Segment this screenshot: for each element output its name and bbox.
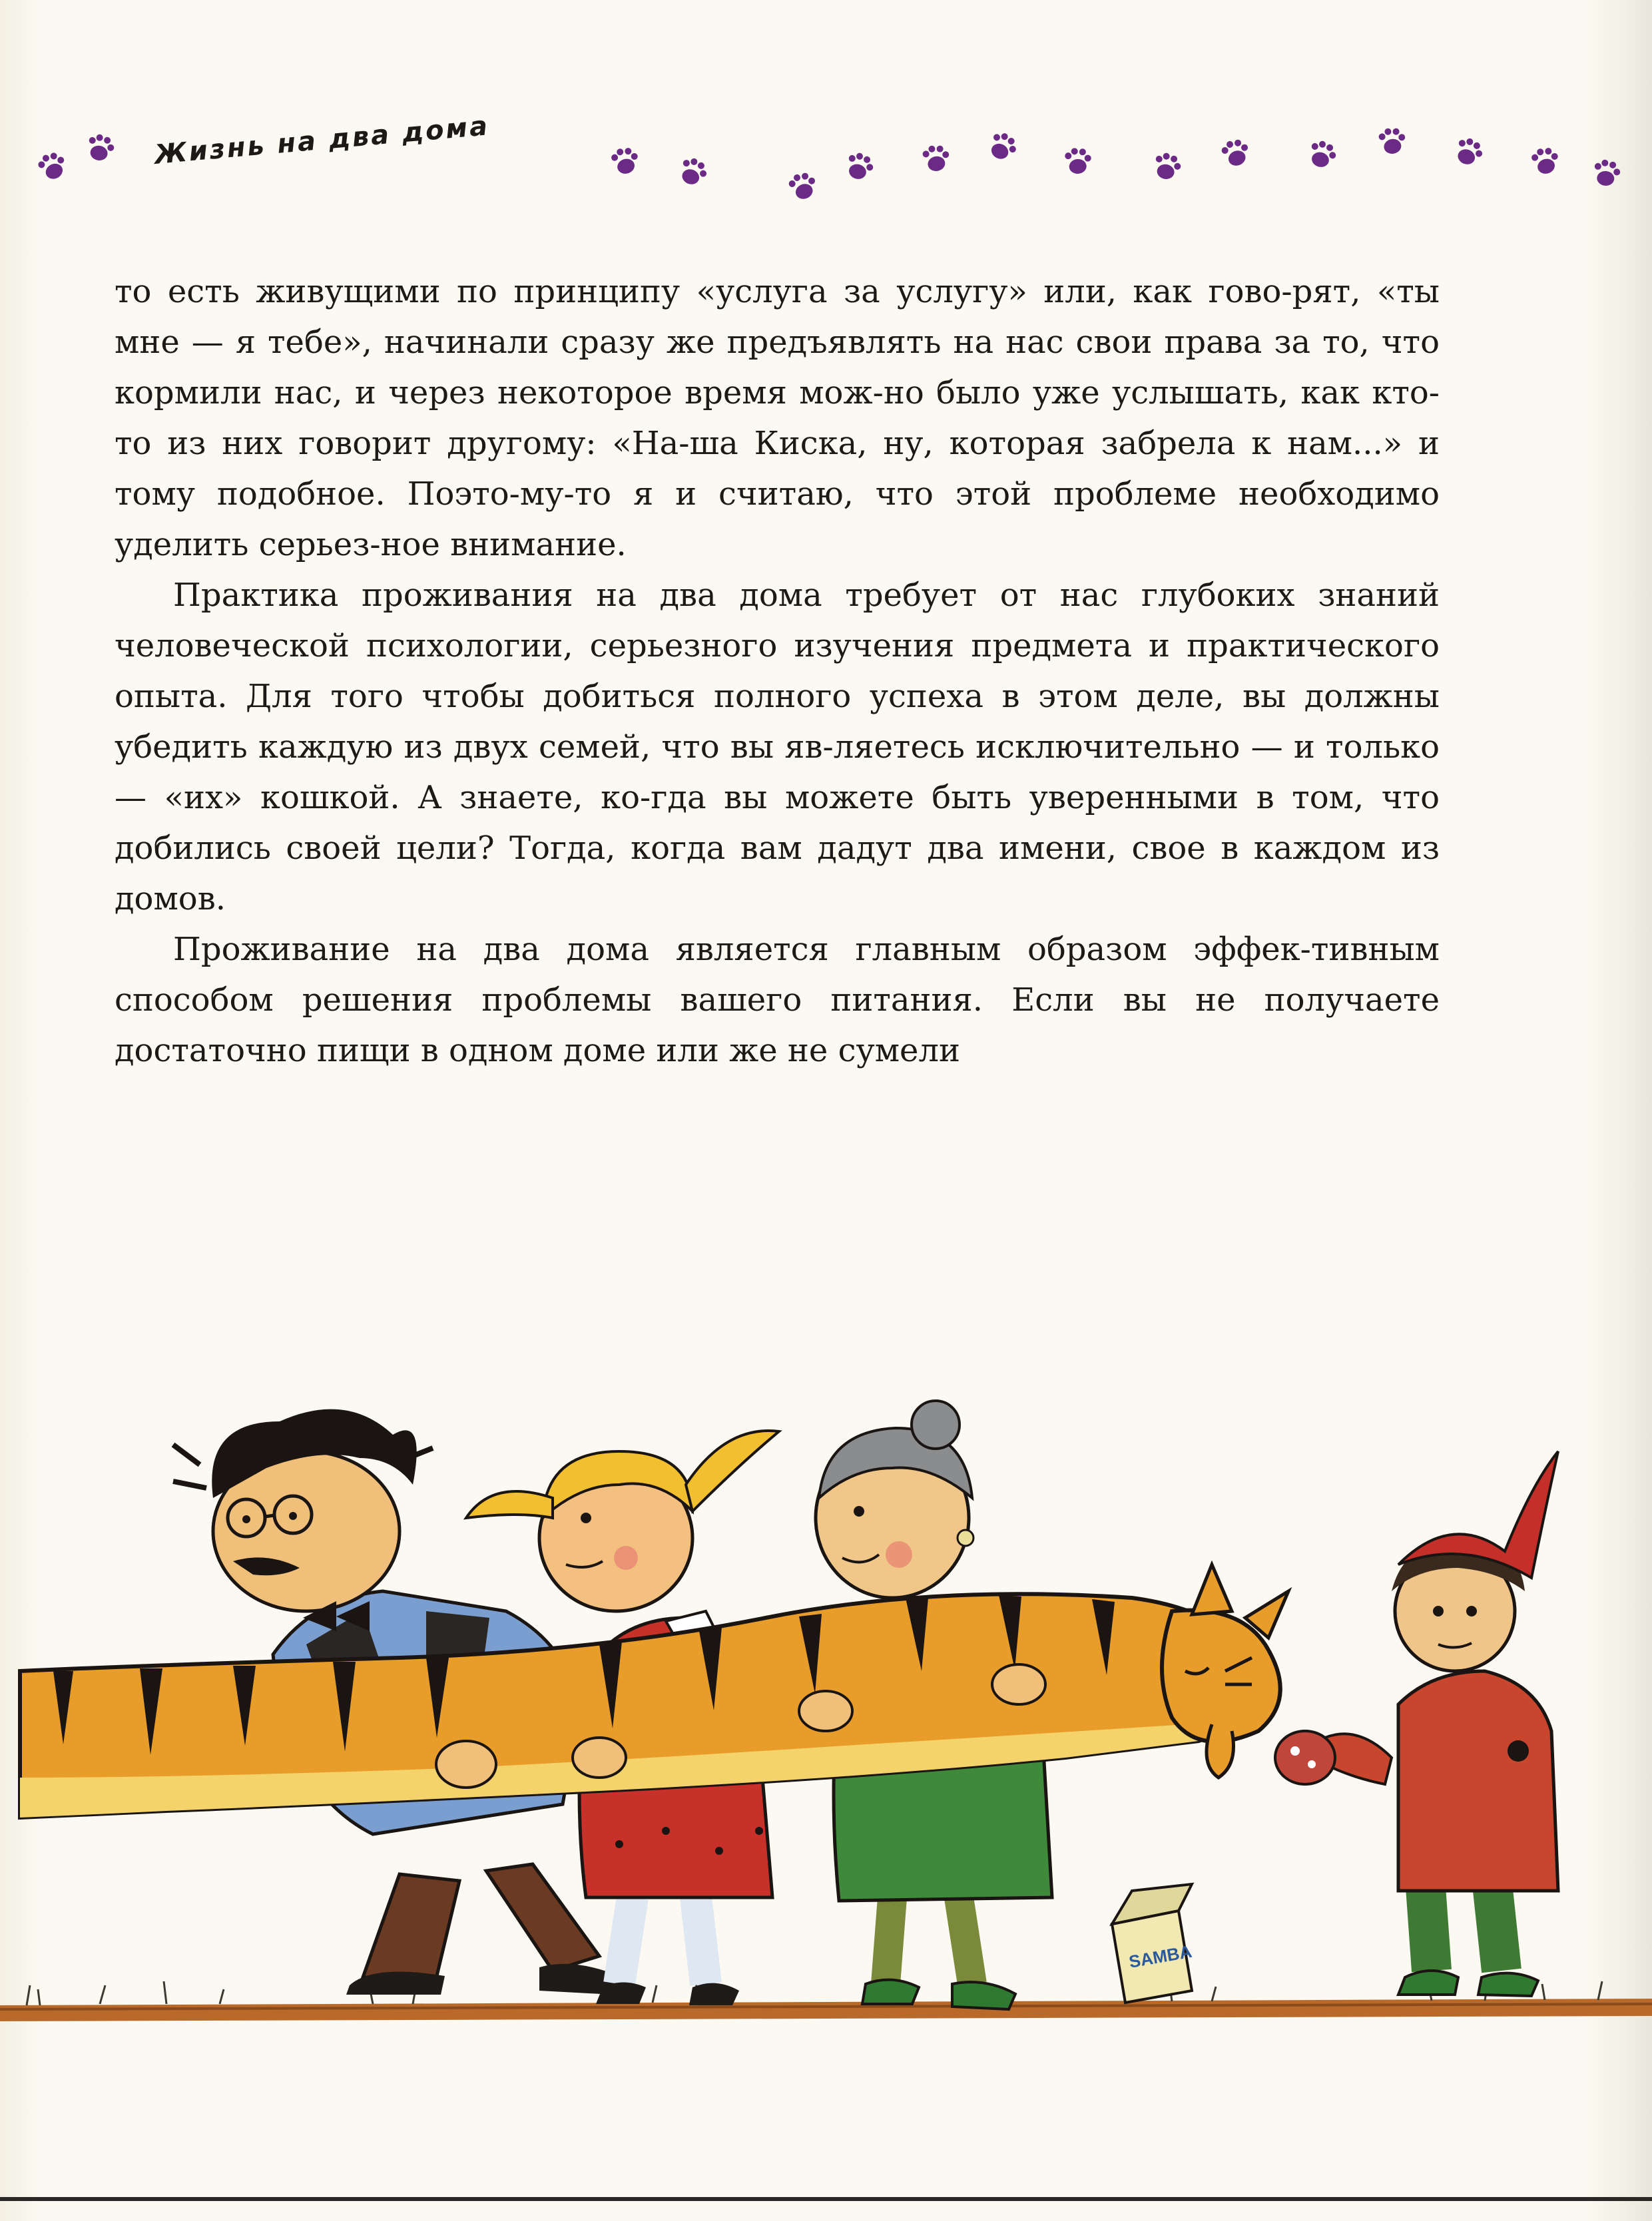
paw-print-icon — [1453, 135, 1486, 168]
paragraph-3: Проживание на два дома является главным образом эффек-тивным способом решения проблемы вашего питания. Если вы не получаете достаточно пищи в одном доме или же не сумели — [115, 931, 1440, 1069]
body-text — [115, 266, 1440, 1076]
paw-print-icon — [35, 148, 70, 183]
paw-print-icon — [844, 150, 876, 182]
paw-print-trail — [0, 100, 1652, 233]
paw-print-icon — [986, 129, 1021, 164]
paw-print-icon — [786, 169, 820, 202]
boy-figure — [1275, 1451, 1558, 1996]
running-header — [0, 100, 1652, 233]
paw-print-icon — [1219, 136, 1252, 169]
paragraph-1: то есть живущими по принципу «услуга за услугу» или, как гово-рят, «ты мне — я тебе», начинали сразу же предъявлять на нас свои права за то, что кормили нас, и через некоторое время мож-но было уже услышать, как кто-то из них говорит другому: «На-ша Киска, ну, которая забрела к нам...» и тому подобное. Поэто-му-то я и считаю, что этой проблеме необходимо уделить серьез-ное внимание. — [115, 273, 1440, 563]
paw-print-icon — [1307, 138, 1339, 170]
paw-print-icon — [1378, 126, 1408, 156]
paw-print-icon — [1153, 151, 1183, 181]
illustration-people-carrying-cat — [0, 1298, 1652, 2051]
paw-print-icon — [86, 132, 116, 162]
paw-print-icon — [1529, 144, 1561, 176]
bottom-rule — [0, 2197, 1652, 2201]
paragraph-2: Практика проживания на два дома требует от нас глубоких знаний человеческой психологии, серьезного изучения предмета и практического опыта. Для того чтобы добиться полного успеха в этом деле, вы должны убедить каждую из двух семей, что вы яв-ляетесь исключительно — и только — «их» кошкой. А знаете, ко-гда вы можете быть уверенными в том, что добились своей цели? Тогда, когда вам дадут два имени, свое в каждом из домов. — [115, 577, 1440, 917]
paw-print-icon — [609, 144, 641, 176]
paw-print-icon — [922, 143, 952, 173]
box-label: SAMBA — [1127, 1941, 1194, 1972]
paw-print-icon — [1064, 146, 1092, 174]
running-title: Жизнь на два дома — [152, 111, 491, 170]
paw-print-icon — [1593, 159, 1621, 187]
paw-print-icon — [677, 155, 710, 188]
food-box — [1112, 1884, 1193, 2003]
